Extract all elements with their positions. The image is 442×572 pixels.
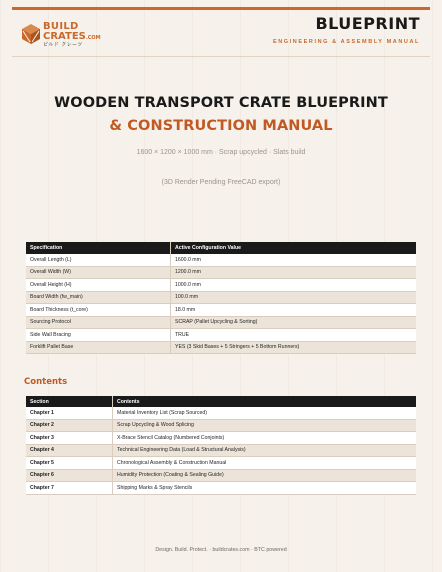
chapter-number: Chapter 1 bbox=[26, 407, 113, 419]
chapter-title: Chronological Assembly & Construction Manual bbox=[113, 457, 417, 470]
table-row bbox=[26, 316, 416, 329]
spec-value: 100.0 mm bbox=[171, 291, 417, 304]
main-title-line-2: & CONSTRUCTION MANUAL bbox=[109, 118, 333, 134]
table-row bbox=[26, 279, 416, 292]
chapter-number: Chapter 2 bbox=[26, 419, 113, 432]
spec-name: Sourcing Protocol bbox=[26, 316, 171, 329]
spec-value: 18.0 mm bbox=[171, 304, 417, 317]
document-subtitle: ENGINEERING & ASSEMBLY MANUAL bbox=[272, 39, 420, 45]
chapter-number: Chapter 5 bbox=[26, 457, 113, 470]
logo-line-crates bbox=[43, 32, 101, 42]
buildcrates-logo[interactable] bbox=[21, 22, 131, 56]
table-row bbox=[26, 329, 416, 342]
logo-domain-text: .COM bbox=[85, 35, 101, 41]
spec-name: Overall Width (W) bbox=[26, 266, 171, 279]
contents-header-row bbox=[26, 396, 416, 407]
logo-crates-text: CRATES bbox=[43, 31, 86, 42]
chapter-title: X-Brace Stencil Catalog (Numbered Conjoints) bbox=[113, 432, 417, 445]
chapter-title: Humidity Protection (Coating & Sealing Guide) bbox=[113, 469, 417, 482]
table-row[interactable] bbox=[26, 482, 416, 495]
chapter-number: Chapter 6 bbox=[26, 469, 113, 482]
spec-value: 1200.0 mm bbox=[171, 266, 417, 279]
table-row bbox=[26, 341, 416, 354]
document-type-label: BLUEPRINT bbox=[315, 14, 420, 33]
chapter-title: Scrap Upcycling & Wood Splicing bbox=[113, 419, 417, 432]
table-row bbox=[26, 254, 416, 266]
spec-name: Board Width (fw_main) bbox=[26, 291, 171, 304]
chapter-number: Chapter 4 bbox=[26, 444, 113, 457]
spec-name: Side Wall Bracing bbox=[26, 329, 171, 342]
render-placeholder-note: (3D Render Pending FreeCAD export) bbox=[161, 179, 281, 186]
spec-value: 1600.0 mm bbox=[171, 254, 417, 266]
contents-column-header: Contents bbox=[113, 396, 417, 407]
chapter-title: Shipping Marks & Spray Stencils bbox=[113, 482, 417, 495]
contents-heading: Contents bbox=[24, 377, 68, 387]
chapter-number: Chapter 3 bbox=[26, 432, 113, 445]
header-divider bbox=[12, 56, 430, 57]
spec-value: 1000.0 mm bbox=[171, 279, 417, 292]
spec-name: Overall Length (L) bbox=[26, 254, 171, 266]
dimensions-subtitle: 1600 × 1200 × 1000 mm · Scrap upcycled · Slats build bbox=[136, 149, 306, 156]
spec-value: SCRAP (Pallet Upcycling & Sorting) bbox=[171, 316, 417, 329]
main-title-line-1: WOODEN TRANSPORT CRATE BLUEPRINT bbox=[54, 95, 388, 111]
spec-name: Board Thickness (t_core) bbox=[26, 304, 171, 317]
table-row[interactable] bbox=[26, 432, 416, 445]
chapter-number: Chapter 7 bbox=[26, 482, 113, 495]
table-row bbox=[26, 266, 416, 279]
page-footer: Design. Build. Protect. · buildcrates.com · BTC powered bbox=[155, 547, 287, 553]
spec-name: Forklift Pallet Base bbox=[26, 341, 171, 354]
page-header bbox=[0, 10, 442, 58]
spec-value: TRUE bbox=[171, 329, 417, 342]
specification-table bbox=[26, 242, 416, 354]
table-row bbox=[26, 304, 416, 317]
logo-line-build: BUILD bbox=[43, 21, 79, 32]
contents-table bbox=[26, 396, 416, 495]
table-row[interactable] bbox=[26, 457, 416, 470]
value-column-header: Active Configuration Value bbox=[171, 242, 417, 254]
table-row[interactable] bbox=[26, 444, 416, 457]
spec-header-row bbox=[26, 242, 416, 254]
logo-japanese-text: ビルド クレーツ bbox=[43, 42, 83, 48]
spec-column-header: Specification bbox=[26, 242, 171, 254]
spec-name: Overall Height (H) bbox=[26, 279, 171, 292]
table-row[interactable] bbox=[26, 419, 416, 432]
chapter-title: Material Inventory List (Scrap Sourced) bbox=[113, 407, 417, 419]
section-column-header: Section bbox=[26, 396, 113, 407]
logo-wordmark bbox=[43, 22, 101, 48]
crate-logo-icon bbox=[21, 23, 41, 45]
table-row[interactable] bbox=[26, 469, 416, 482]
chapter-title: Technical Engineering Data (Load & Structural Analysis) bbox=[113, 444, 417, 457]
spec-value: YES (3 Skid Bases + 5 Stringers + 5 Bottom Runners) bbox=[171, 341, 417, 354]
table-row[interactable] bbox=[26, 407, 416, 419]
table-row bbox=[26, 291, 416, 304]
